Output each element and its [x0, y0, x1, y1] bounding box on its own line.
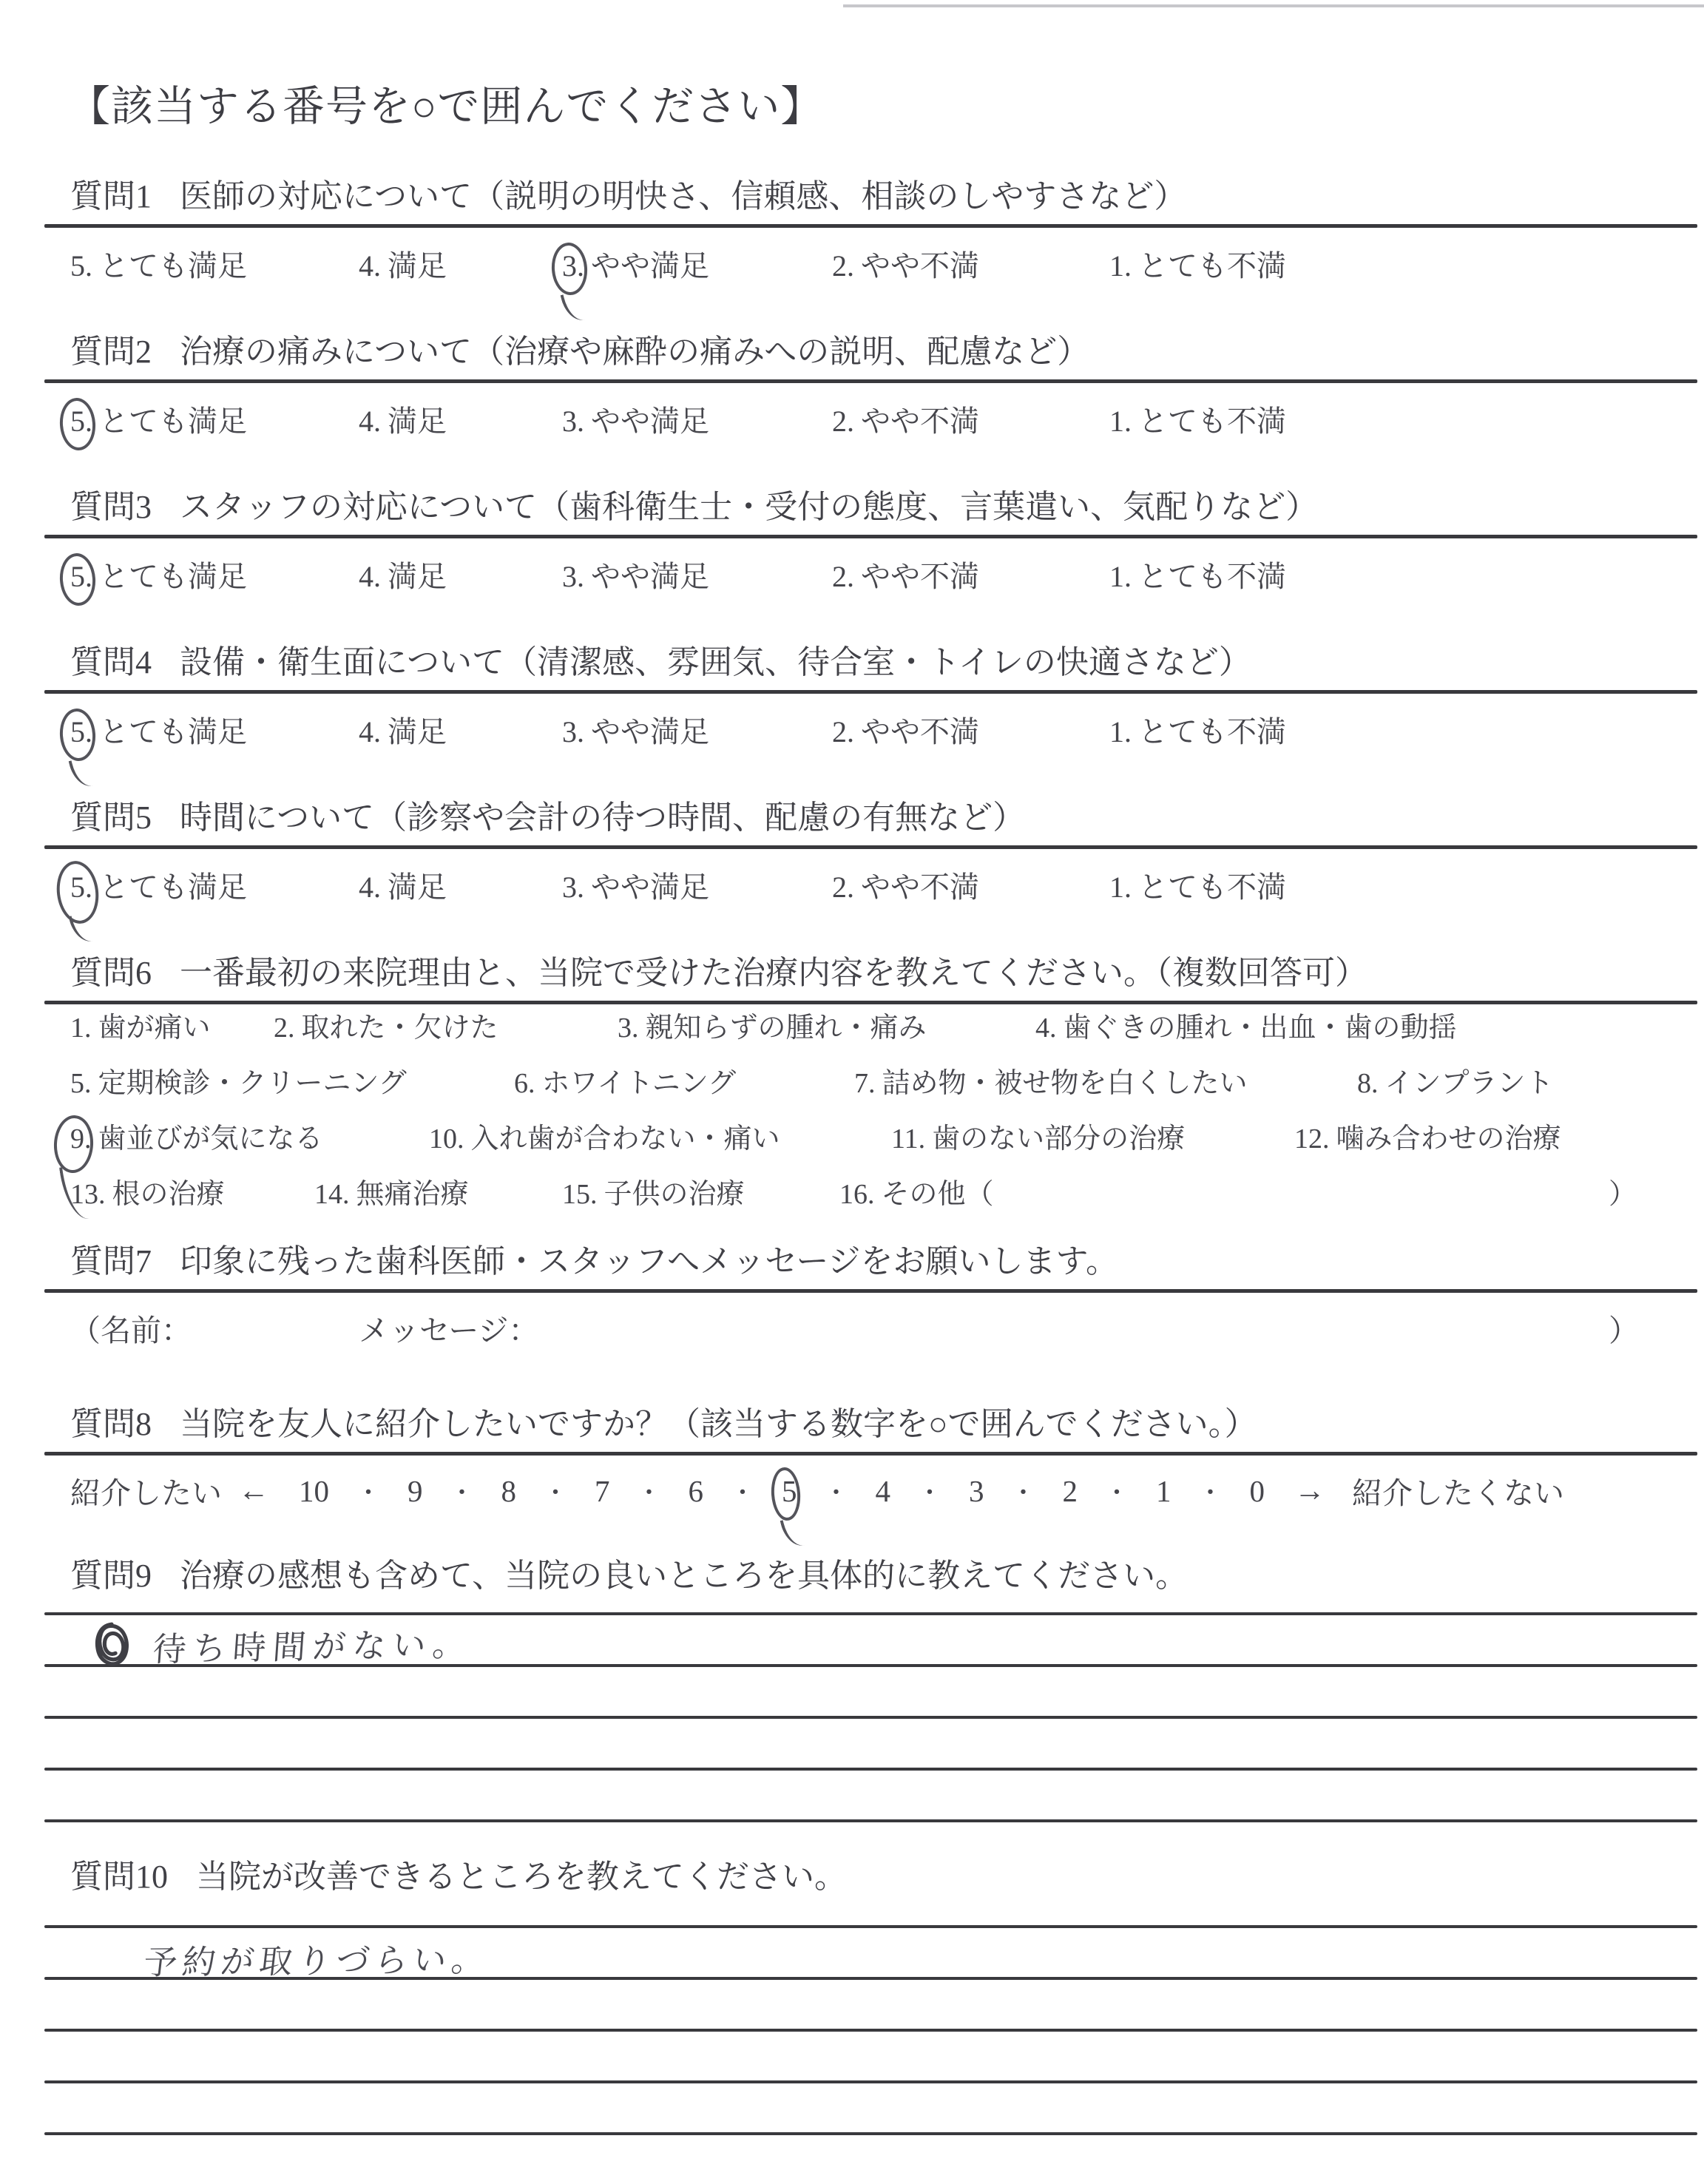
q10-handwritten-answer: 予約が取りづらい。 — [141, 1939, 493, 1983]
q6-option-2-number: 2. — [274, 1012, 295, 1044]
question-8-label: 質問8 — [70, 1406, 152, 1442]
q4-option-5-label: とても満足 — [99, 715, 247, 748]
q4-option-3-label: やや満足 — [591, 715, 709, 748]
q6-option-14-number: 14. — [314, 1179, 350, 1210]
q1-option-3-label: やや満足 — [591, 249, 709, 283]
dot-separator: ・ — [1197, 1480, 1223, 1507]
q2-option-4-number: 4. — [359, 405, 381, 438]
dot-separator: ・ — [1104, 1480, 1129, 1507]
question-1-label: 質問1 — [70, 178, 152, 214]
q4-option-4-number: 4. — [359, 715, 381, 748]
page-title: 【該当する番号を○で囲んでください】 — [68, 84, 824, 131]
dot-separator: ・ — [636, 1480, 662, 1507]
q8-recommend-scale — [70, 1469, 1697, 1512]
question-10-label: 質問10 — [70, 1859, 168, 1895]
q1-option-1-number: 1. — [1109, 249, 1132, 283]
question-2-heading — [70, 331, 1697, 372]
q7-message-field-label: メッセージ： — [359, 1314, 539, 1348]
q8-scale-2: 2 — [1062, 1473, 1078, 1508]
q6-option-9-label: 歯並びが気になる — [98, 1123, 323, 1154]
q3-option-1-number: 1. — [1109, 560, 1132, 593]
scribble-mark-icon — [91, 1620, 132, 1674]
q3-option-1-label: とても不満 — [1138, 560, 1286, 593]
q1-option-4-label: 満足 — [388, 249, 447, 283]
question-6-label: 質問6 — [70, 955, 152, 991]
answer-ruled-line — [44, 2080, 1697, 2083]
question-5-label: 質問5 — [70, 799, 152, 836]
question-4-heading — [70, 642, 1697, 683]
q5-option-1-number: 1. — [1109, 870, 1132, 904]
q3-option-4-label: 満足 — [388, 560, 447, 593]
scan-artifact-line — [843, 4, 1704, 7]
question-2-title: 治療の痛みについて（治療や麻酔の痛みへの説明、配慮など） — [180, 334, 1090, 370]
divider-line — [44, 845, 1697, 849]
question-7-section — [70, 1241, 1697, 1349]
q6-option-7-number: 7. — [854, 1068, 876, 1099]
q4-option-1-number: 1. — [1109, 715, 1132, 748]
q4-option-2-number: 2. — [832, 715, 854, 748]
q1-option-2-number: 2. — [832, 249, 854, 283]
q8-scale-left-label: 紹介したい — [70, 1476, 222, 1510]
question-3-heading — [70, 487, 1697, 527]
q6-option-5-label: 定期検診・クリーニング — [98, 1068, 407, 1099]
q8-scale-1: 1 — [1156, 1473, 1172, 1508]
q8-scale-7: 7 — [595, 1473, 610, 1508]
q5-option-5-number-circled: 5. — [70, 870, 92, 904]
q6-option-16-number: 16. — [839, 1179, 875, 1210]
q4-option-5-number-circled: 5. — [70, 715, 92, 748]
question-7-label: 質問7 — [70, 1243, 152, 1279]
dot-separator: ・ — [730, 1480, 755, 1507]
question-6-title: 一番最初の来院理由と、当院で受けた治療内容を教えてください。（複数回答可） — [180, 955, 1367, 991]
q8-scale-3: 3 — [969, 1473, 984, 1508]
question-10-title: 当院が改善できるところを教えてください。 — [196, 1859, 847, 1895]
q3-option-5-number-circled: 5. — [70, 560, 92, 593]
q8-scale-6: 6 — [688, 1473, 703, 1508]
q6-option-15-number: 15. — [562, 1179, 598, 1210]
dot-separator: ・ — [1010, 1480, 1036, 1507]
question-2-options — [70, 398, 1697, 444]
q8-scale-10: 10 — [299, 1473, 329, 1508]
q6-option-8-label: インプラント — [1384, 1068, 1554, 1099]
divider-line — [44, 379, 1697, 383]
question-5-title: 時間について（診察や会計の待つ時間、配慮の有無など） — [180, 799, 1026, 836]
question-9-label: 質問9 — [70, 1558, 152, 1594]
q1-option-3-number-circled: 3. — [562, 249, 584, 283]
q5-option-1-label: とても不満 — [1138, 870, 1286, 904]
q8-scale-5-circled: 5 — [782, 1473, 797, 1508]
question-6-heading — [70, 953, 1697, 993]
q1-option-5-number: 5. — [70, 249, 92, 283]
question-3-options — [70, 553, 1697, 599]
q5-option-2-number: 2. — [832, 870, 854, 904]
q2-option-1-number: 1. — [1109, 405, 1132, 438]
q6-option-6-number: 6. — [514, 1068, 535, 1099]
q7-name-field-label: （名前： — [70, 1314, 192, 1348]
q4-option-4-label: 満足 — [388, 715, 447, 748]
q6-option-2-label: 取れた・欠けた — [301, 1012, 498, 1044]
question-4-section — [70, 642, 1697, 754]
q5-option-5-label: とても満足 — [99, 870, 247, 904]
q5-option-3-label: やや満足 — [591, 870, 709, 904]
q3-option-4-number: 4. — [359, 560, 381, 593]
question-1-options — [70, 243, 1697, 288]
left-arrow-icon: ← — [238, 1473, 269, 1508]
question-5-options — [70, 864, 1697, 910]
q6-option-10-label: 入れ歯が合わない・痛い — [470, 1123, 780, 1154]
divider-line — [44, 535, 1697, 538]
divider-line — [44, 1289, 1697, 1293]
q6-option-1-number: 1. — [70, 1012, 92, 1044]
q6-option-16-label: その他（ — [881, 1179, 994, 1210]
q6-option-10-number: 10. — [429, 1123, 464, 1154]
dot-separator: ・ — [449, 1480, 475, 1507]
question-3-title: スタッフの対応について（歯科衛生士・受付の態度、言葉遣い、気配りなど） — [180, 489, 1319, 525]
q2-option-5-label: とても満足 — [99, 405, 247, 438]
q6-options-row-1 — [70, 1004, 1697, 1060]
q9-handwritten-row — [91, 1620, 473, 1674]
q2-option-3-number: 3. — [562, 405, 584, 438]
q3-option-3-number: 3. — [562, 560, 584, 593]
q1-option-4-number: 4. — [359, 249, 381, 283]
q6-option-8-number: 8. — [1357, 1068, 1379, 1099]
q4-option-3-number: 3. — [562, 715, 584, 748]
answer-ruled-line — [44, 1716, 1697, 1719]
dot-separator: ・ — [356, 1480, 381, 1507]
question-1-title: 医師の対応について（説明の明快さ、信頼感、相談のしやすさなど） — [180, 178, 1187, 214]
question-9-heading — [70, 1555, 1697, 1596]
q5-option-4-number: 4. — [359, 870, 381, 904]
answer-ruled-line — [44, 1925, 1697, 1928]
question-10-heading — [70, 1856, 1697, 1897]
question-2-section — [70, 331, 1697, 444]
question-3-label: 質問3 — [70, 489, 152, 525]
question-10-section — [70, 1856, 1697, 2184]
q3-option-2-label: やや不満 — [861, 560, 979, 593]
q6-other-close-paren: ） — [1609, 1179, 1637, 1210]
q2-option-1-label: とても不満 — [1138, 405, 1286, 438]
divider-line — [44, 690, 1697, 694]
q10-answer-area — [70, 1925, 1697, 2135]
q6-option-3-label: 親知らずの腫れ・痛み — [645, 1012, 927, 1044]
q8-scale-4: 4 — [875, 1473, 890, 1508]
question-5-heading — [70, 797, 1697, 838]
answer-ruled-line — [44, 1612, 1697, 1615]
question-4-options — [70, 709, 1697, 754]
q6-option-5-number: 5. — [70, 1068, 92, 1099]
q8-scale-0: 0 — [1249, 1473, 1265, 1508]
divider-line — [44, 1452, 1697, 1456]
q2-option-5-number-circled: 5. — [70, 405, 92, 438]
q1-option-5-label: とても満足 — [99, 249, 247, 283]
q6-option-13-label: 根の治療 — [112, 1179, 225, 1210]
q6-option-6-label: ホワイトニング — [541, 1068, 737, 1099]
answer-ruled-line — [44, 2132, 1697, 2135]
q6-option-14-label: 無痛治療 — [356, 1179, 469, 1210]
question-7-heading — [70, 1241, 1697, 1282]
question-6-section — [70, 953, 1697, 1226]
dot-separator: ・ — [823, 1480, 849, 1507]
q6-options-row-4 — [70, 1171, 1697, 1226]
question-7-title: 印象に残った歯科医師・スタッフへメッセージをお願いします。 — [180, 1243, 1118, 1279]
question-4-label: 質問4 — [70, 644, 152, 680]
q2-option-4-label: 満足 — [388, 405, 447, 438]
q6-options-row-2 — [70, 1060, 1697, 1115]
q6-option-3-number: 3. — [618, 1012, 639, 1044]
divider-line — [44, 224, 1697, 228]
q6-option-11-label: 歯のない部分の治療 — [932, 1123, 1186, 1154]
q6-option-12-number: 12. — [1294, 1123, 1330, 1154]
q4-option-1-label: とても不満 — [1138, 715, 1286, 748]
question-1-section — [70, 176, 1697, 288]
question-9-section — [70, 1555, 1697, 1871]
q3-option-5-label: とても満足 — [99, 560, 247, 593]
question-8-heading — [70, 1404, 1697, 1444]
question-8-section — [70, 1404, 1697, 1512]
right-arrow-icon: → — [1294, 1473, 1325, 1508]
q10-handwritten-row — [141, 1934, 493, 1983]
q2-option-2-label: やや不満 — [861, 405, 979, 438]
q6-option-4-label: 歯ぐきの腫れ・出血・歯の動揺 — [1063, 1012, 1457, 1044]
question-4-title: 設備・衛生面について（清潔感、雰囲気、待合室・トイレの快適さなど） — [180, 644, 1251, 680]
q6-option-15-label: 子供の治療 — [604, 1179, 745, 1210]
q6-option-11-number: 11. — [891, 1123, 926, 1154]
q3-option-2-number: 2. — [832, 560, 854, 593]
question-3-section — [70, 487, 1697, 599]
q5-option-4-label: 満足 — [388, 870, 447, 904]
question-2-label: 質問2 — [70, 334, 152, 370]
answer-ruled-line — [44, 1768, 1697, 1771]
q6-option-13-number: 13. — [70, 1179, 106, 1210]
q6-option-9-number-circled: 9. — [70, 1123, 92, 1154]
q5-option-3-number: 3. — [562, 870, 584, 904]
answer-ruled-line — [44, 2029, 1697, 2032]
q3-option-3-label: やや満足 — [591, 560, 709, 593]
q4-option-2-label: やや不満 — [861, 715, 979, 748]
q1-option-1-label: とても不満 — [1138, 249, 1286, 283]
question-5-section — [70, 797, 1697, 910]
answer-ruled-line — [44, 1819, 1697, 1822]
q6-options-row-3 — [70, 1115, 1697, 1171]
q2-option-3-label: やや満足 — [591, 405, 709, 438]
q8-scale-right-label: 紹介したくない — [1352, 1476, 1564, 1510]
q1-option-2-label: やや不満 — [861, 249, 979, 283]
q6-option-7-label: 詰め物・被せ物を白くしたい — [882, 1068, 1248, 1099]
q7-close-paren: ） — [1609, 1314, 1639, 1348]
question-8-title: 当院を友人に紹介したいですか？（該当する数字を○で囲んでください。） — [180, 1406, 1257, 1442]
dot-separator: ・ — [543, 1480, 568, 1507]
q2-option-2-number: 2. — [832, 405, 854, 438]
question-9-title: 治療の感想も含めて、当院の良いところを具体的に教えてください。 — [180, 1558, 1189, 1594]
q6-option-4-number: 4. — [1035, 1012, 1057, 1044]
q5-option-2-label: やや不満 — [861, 870, 979, 904]
q6-option-1-label: 歯が痛い — [98, 1012, 211, 1044]
dot-separator: ・ — [917, 1480, 942, 1507]
q8-scale-8: 8 — [501, 1473, 516, 1508]
q9-handwritten-answer: 待ち時間がない。 — [151, 1624, 474, 1669]
q7-answer-fields — [70, 1306, 1697, 1349]
question-1-heading — [70, 176, 1697, 217]
q8-scale-9: 9 — [408, 1473, 423, 1508]
q6-option-12-label: 噛み合わせの治療 — [1336, 1123, 1561, 1154]
q9-answer-area — [70, 1612, 1697, 1822]
